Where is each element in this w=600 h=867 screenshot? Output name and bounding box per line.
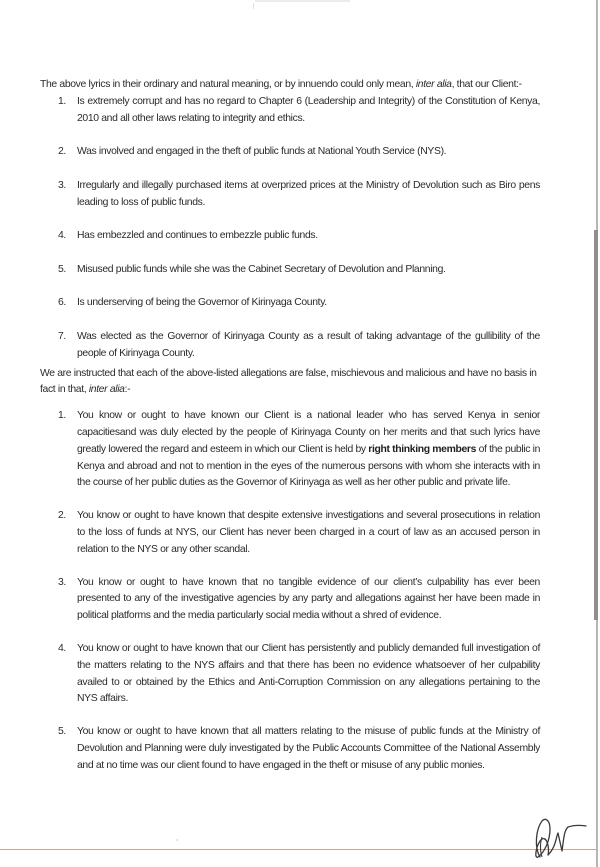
rebuttals-list [40, 408, 540, 774]
intro-text: The above lyrics in their ordinary and natural meaning, or by innuendo could only mean, [40, 79, 416, 90]
rebuttal-item [40, 408, 540, 492]
item-number: 7. [58, 330, 66, 342]
item-number: 4. [58, 642, 66, 654]
top-edge-artifact [255, 0, 350, 2]
allegations-list [40, 94, 540, 363]
item-number: 1. [58, 95, 66, 107]
item-text: Is underserving of being the Governor of Kirinyaga County. [77, 297, 327, 309]
item-number: 5. [58, 263, 66, 275]
rebuttal-item [40, 641, 540, 708]
item-text: You know or ought to have known that all matters relating to the misuse of public funds at the Ministry of Devolution and Planning were duly investigated by the Public Accounts Committee of the National Assembly and at no time was our client found to have engaged in the theft or misuse of any public monies. [77, 726, 540, 771]
item-text-end: of the public in Kenya and abroad and not to mention in the eyes of the numerous persons with whom she interacts with in the course of her public duties as the Governor of Kirinyaga as well as her other public and private life. [77, 443, 541, 489]
item-number: 3. [58, 179, 66, 191]
item-number: 4. [58, 230, 66, 242]
allegation-item [40, 228, 540, 245]
letter-body [40, 77, 540, 774]
top-edge-tick [253, 3, 254, 9]
scan-speck [176, 839, 178, 841]
allegation-item [40, 178, 540, 212]
item-text: You know or ought to have known that despite extensive investigations and several prosecutions in relation to the loss of funds at NYS, our Client has never been charged in a court of law as an accused person in relation to the NYS or any other scandal. [77, 510, 540, 555]
allegation-item [40, 144, 540, 161]
rebuttal-item [40, 508, 540, 558]
intro-italic: inter alia [415, 79, 452, 90]
instructed-text-end: :- [124, 384, 131, 396]
item-number: 6. [58, 297, 66, 309]
rebuttal-item [40, 575, 540, 625]
item-text: Has embezzled and continues to embezzle public funds. [77, 230, 318, 242]
allegation-item [40, 94, 540, 128]
page-bottom-rule [0, 849, 596, 850]
item-number: 3. [58, 576, 66, 588]
scrollbar-thumb[interactable] [594, 230, 598, 620]
item-number: 1. [58, 410, 66, 422]
item-text: You know or ought to have known our Client is a national leader who has served Kenya in senior capacitiesand was duly elected by the people of Kirinyaga County on her merits and that such lyrics have greatly lowered the regard and esteem in which our Client is held by [77, 410, 540, 455]
item-number: 2. [58, 510, 66, 522]
item-text: Was involved and engaged in the theft of public funds at National Youth Service (NYS). [77, 146, 447, 158]
item-number: 5. [58, 726, 66, 738]
intro-paragraph [40, 77, 540, 94]
allegation-item [40, 295, 540, 312]
item-text: Irregularly and illegally purchased items at overprized prices at the Ministry of Devolution such as Biro pens leading to loss of public funds. [77, 179, 540, 208]
instructed-text: We are instructed that each of the above-listed allegations are false, mischievous and malicious and have no basis in fact in that, [40, 367, 537, 396]
signature-icon [528, 807, 594, 865]
rebuttal-item [40, 724, 540, 774]
item-text: Misused public funds while she was the Cabinet Secretary of Devolution and Planning. [77, 263, 446, 275]
allegation-item [40, 262, 540, 279]
item-text: Is extremely corrupt and has no regard to Chapter 6 (Leadership and Integrity) of the Constitution of Kenya, 2010 and all other laws relating to integrity and ethics. [77, 95, 540, 124]
instructed-paragraph [40, 366, 540, 400]
item-number: 2. [58, 146, 66, 158]
instructed-italic: inter alia [88, 384, 125, 396]
item-text: You know or ought to have known that no tangible evidence of our client’s culpability has ever been presented to any of the investigative agencies by any party and allegations against her have been made in political platforms and the media particularly social media without a shred of evidence. [77, 576, 540, 622]
intro-text-end: , that our Client:- [451, 79, 522, 90]
item-text: You know or ought to have known that our Client has persistently and publicly demanded full investigation of the matters relating to the NYS affairs and that there has been no evidence whatsoever of her culpability availed to or obtained by the Ethics and Anti-Corruption Commission on any allegations pertaining to the NYS affairs. [77, 642, 540, 705]
item-bold-text: right thinking members [368, 443, 477, 455]
allegation-item [40, 329, 540, 363]
item-text: Was elected as the Governor of Kirinyaga County as a result of taking advantage of the gullibility of the people of Kirinyaga County. [77, 330, 540, 359]
